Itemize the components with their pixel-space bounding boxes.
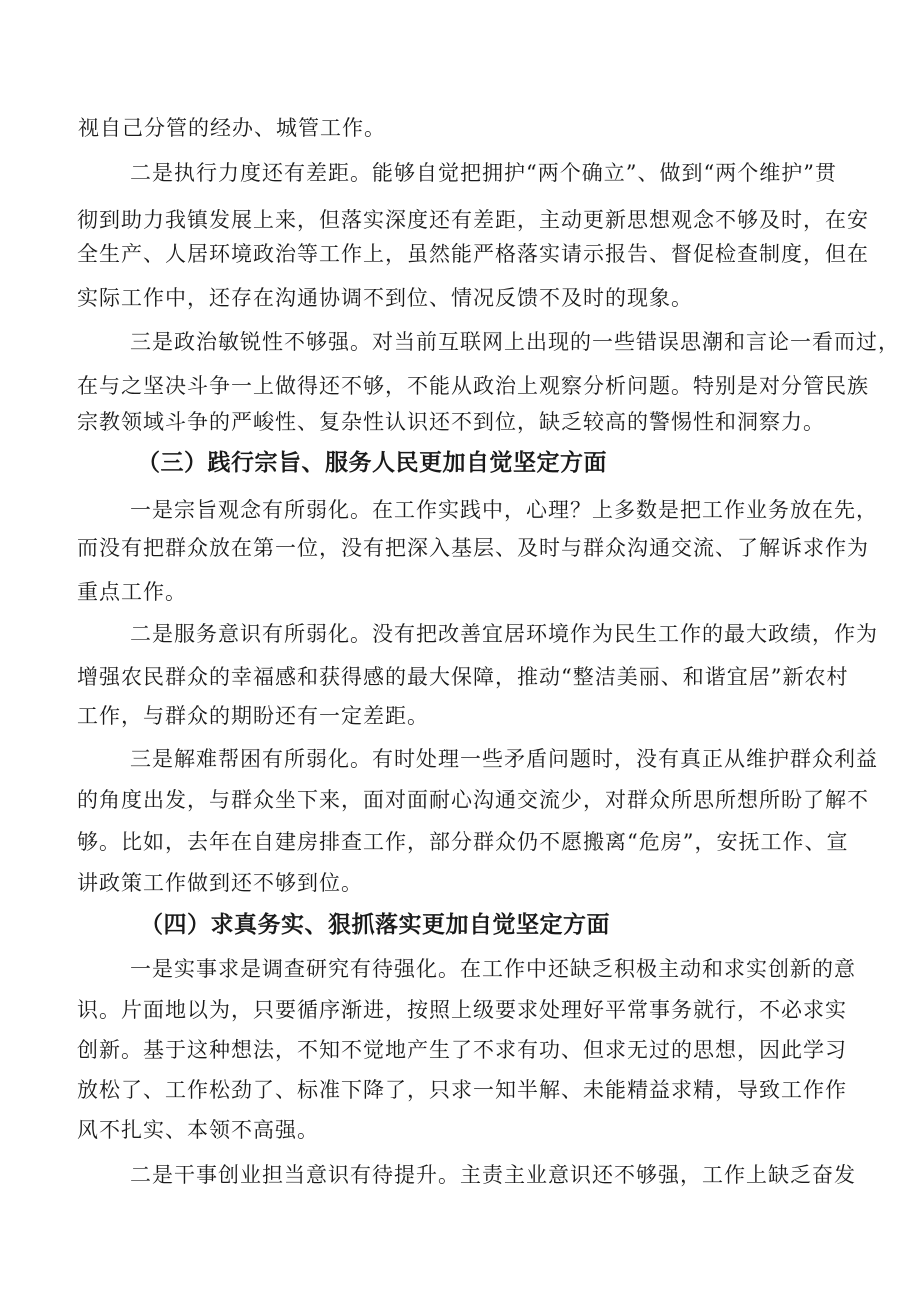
section-heading-four: （四）求真务实、狠抓落实更加自觉坚定方面 xyxy=(140,912,610,938)
body-text-line: 识。片面地以为，只要循序渐进，按照上级要求处理好平常事务就行，不必求实 xyxy=(77,998,847,1022)
body-text-line: 创新。基于这种想法，不知不觉地产生了不求有功、但求无过的思想，因此学习 xyxy=(77,1038,847,1062)
paragraph-start-line: 一是实事求是调查研究有待强化。在工作中还缺乏积极主动和求实创新的意 xyxy=(130,957,856,981)
body-text-line: 视自己分管的经办、城管工作。 xyxy=(78,116,386,140)
body-text-line: 彻到助力我镇发展上来，但落实深度还有差距，主动更新思想观念不够及时，在安 xyxy=(77,208,869,232)
paragraph-start-line: 二是干事创业担当意识有待提升。主责主业意识还不够强，工作上缺乏奋发 xyxy=(130,1163,856,1187)
body-text-line: 宗教领域斗争的严峻性、复杂性认识还不到位，缺乏较高的警惕性和洞察力。 xyxy=(77,410,825,434)
body-text-line: 重点工作。 xyxy=(77,580,187,604)
paragraph-start-line: 三是解难帮困有所弱化。有时处理一些矛盾问题时，没有真正从维护群众利益 xyxy=(130,747,878,771)
paragraph-start-line: 二是执行力度还有差距。能够自觉把拥护“两个确立”、做到“两个维护”贯 xyxy=(130,161,837,185)
paragraph-start-line: 一是宗旨观念有所弱化。在工作实践中，心理？上多数是把工作业务放在先， xyxy=(130,498,878,522)
body-text-line: 够。比如，去年在自建房排查工作，部分群众仍不愿搬离“危房”，安抚工作、宣 xyxy=(77,830,849,854)
body-text-line: 而没有把群众放在第一位，没有把深入基层、及时与群众沟通交流、了解诉求作为 xyxy=(77,536,869,560)
paragraph-start-line: 二是服务意识有所弱化。没有把改善宜居环境作为民生工作的最大政绩，作为 xyxy=(130,622,878,646)
body-text-line: 增强农民群众的幸福感和获得感的最大保障，推动“整洁美丽、和谐宜居”新农村 xyxy=(77,665,849,689)
paragraph-start-line: 三是政治敏锐性不够强。对当前互联网上出现的一些错误思潮和言论一看而过， xyxy=(130,330,900,354)
body-text-line: 讲政策工作做到还不够到位。 xyxy=(77,871,363,895)
body-text-line: 风不扎实、本领不高强。 xyxy=(77,1118,319,1142)
body-text-line: 的角度出发，与群众坐下来，面对面耐心沟通交流少，对群众所思所想所盼了解不 xyxy=(77,788,869,812)
body-text-line: 实际工作中，还存在沟通协调不到位、情况反馈不及时的现象。 xyxy=(77,286,693,310)
section-heading-three: （三）践行宗旨、服务人民更加自觉坚定方面 xyxy=(137,450,607,476)
body-text-line: 在与之坚决斗争一上做得还不够，不能从政治上观察分析问题。特别是对分管民族 xyxy=(77,374,869,398)
body-text-line: 放松了、工作松劲了、标准下降了，只求一知半解、未能精益求精，导致工作作 xyxy=(77,1078,847,1102)
body-text-line: 工作，与群众的期盼还有一定差距。 xyxy=(77,704,429,728)
body-text-line: 全生产、人居环境政治等工作上，虽然能严格落实请示报告、督促检查制度，但在 xyxy=(77,242,869,266)
